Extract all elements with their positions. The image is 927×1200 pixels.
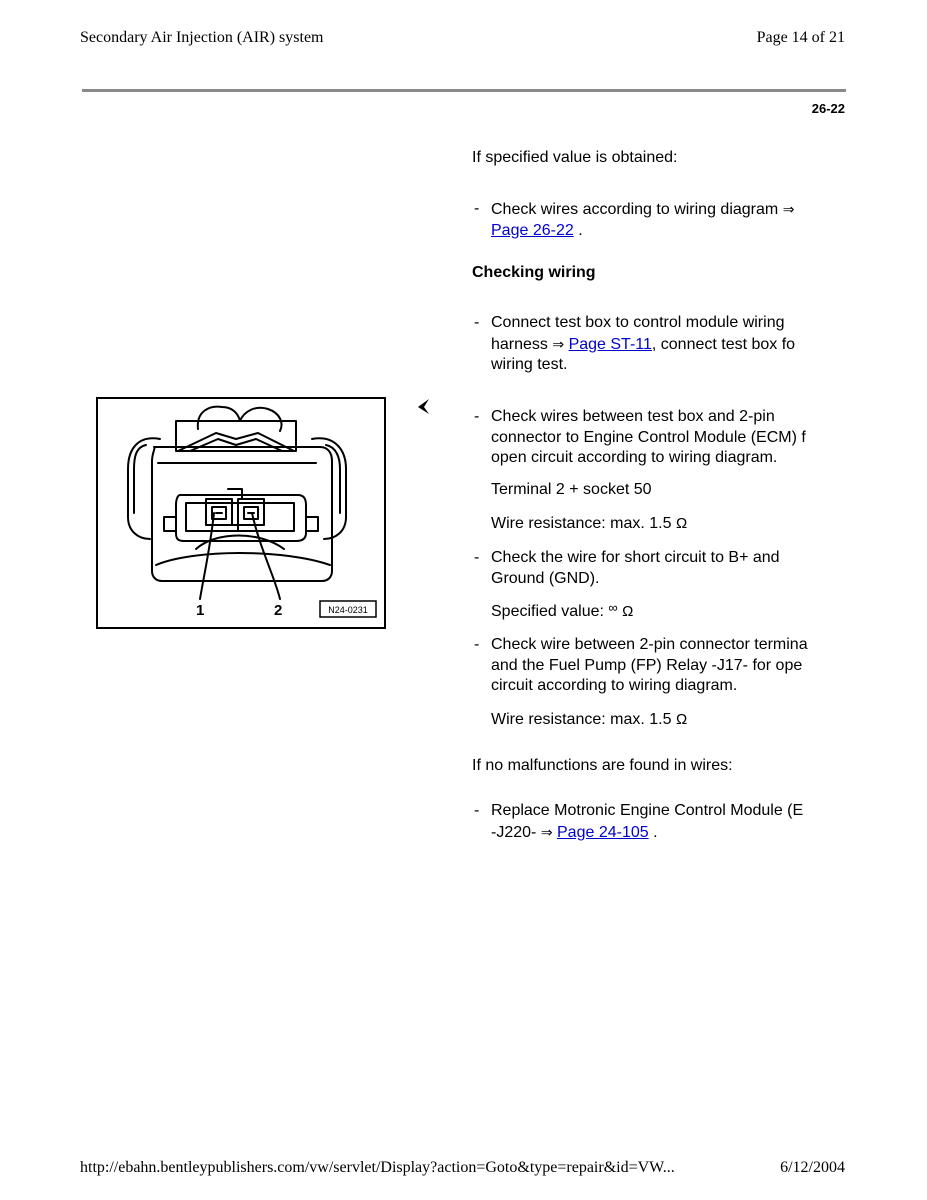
ohm-icon: Ω	[675, 515, 688, 532]
instruction-content	[472, 0, 846, 900]
footer-date: 6/12/2004	[780, 1159, 845, 1176]
figure-code: N24-0231	[328, 605, 368, 615]
bullet-dash: -	[474, 636, 480, 653]
step-line-1: Check wire between 2-pin connector termina	[491, 636, 808, 653]
step-line-1: Check the wire for short circuit to B+ and	[491, 549, 780, 566]
figure-label-2: 2	[274, 602, 283, 619]
step-line-2: Ground (GND).	[491, 569, 600, 587]
bullet-dash: -	[474, 802, 480, 819]
step-line-2-end: , connect test box fo	[651, 335, 796, 353]
arrow-icon: ⇒	[782, 201, 795, 217]
connector-drawing	[98, 399, 384, 627]
document-title: Secondary Air Injection (AIR) system	[80, 29, 324, 46]
connector-figure	[96, 397, 386, 629]
ohm-icon: Ω	[622, 603, 634, 620]
step-line-2: -J220-	[491, 823, 537, 841]
arrow-icon: ⇒	[552, 335, 565, 352]
wire-resistance-spec-1	[491, 514, 687, 535]
link-page-24-105[interactable]: Page 24-105	[557, 823, 649, 841]
step-line-2: and the Fuel Pump (FP) Relay -J17- for ope	[491, 656, 803, 674]
spec-text: Wire resistance: max. 1.5	[491, 711, 672, 728]
step-tail: .	[653, 823, 658, 841]
footer-url: http://ebahn.bentleypublishers.com/vw/servlet/Display?action=Goto&type=repair&id=VW...	[80, 1159, 675, 1176]
terminal-socket-spec: Terminal 2 + socket 50	[491, 481, 652, 498]
link-page-st-11[interactable]: Page ST-11	[568, 335, 652, 353]
step-line-2: connector to Engine Control Module (ECM) f	[491, 428, 806, 446]
no-malfunction-paragraph: If no malfunctions are found in wires:	[472, 757, 733, 774]
bullet-dash: -	[474, 200, 480, 217]
infinity-icon: ∞	[608, 600, 618, 615]
figure-label-1: 1	[196, 602, 205, 619]
bullet-dash: -	[474, 408, 480, 425]
step-line-1: Connect test box to control module wiring	[491, 314, 785, 331]
bullet-dash: -	[474, 314, 480, 331]
step-line-3: circuit according to wiring diagram.	[491, 677, 738, 694]
step-line-1: Check wires between test box and 2-pin	[491, 408, 775, 425]
step-line-3: open circuit according to wiring diagram.	[491, 449, 778, 466]
spec-text: Wire resistance: max. 1.5	[491, 515, 672, 532]
ohm-icon: Ω	[675, 711, 688, 728]
section-page-code: 26-22	[811, 101, 845, 116]
page-number: Page 14 of 21	[756, 29, 845, 46]
link-page-26-22[interactable]: Page 26-22	[491, 221, 574, 239]
step-line-2: harness	[491, 335, 548, 353]
intro-paragraph: If specified value is obtained:	[472, 149, 678, 166]
figure-pointer-icon	[415, 397, 431, 417]
specified-value-spec	[491, 602, 633, 623]
step-text: Check wires according to wiring diagram	[491, 201, 779, 218]
section-heading: Checking wiring	[472, 264, 596, 281]
step-tail: .	[578, 221, 583, 239]
step-line-3: wiring test.	[491, 356, 568, 373]
spec-text: Specified value:	[491, 603, 604, 620]
arrow-icon: ⇒	[540, 823, 553, 840]
bullet-dash: -	[474, 549, 480, 566]
wire-resistance-spec-2	[491, 710, 687, 731]
step-line-1: Replace Motronic Engine Control Module (E	[491, 802, 804, 819]
